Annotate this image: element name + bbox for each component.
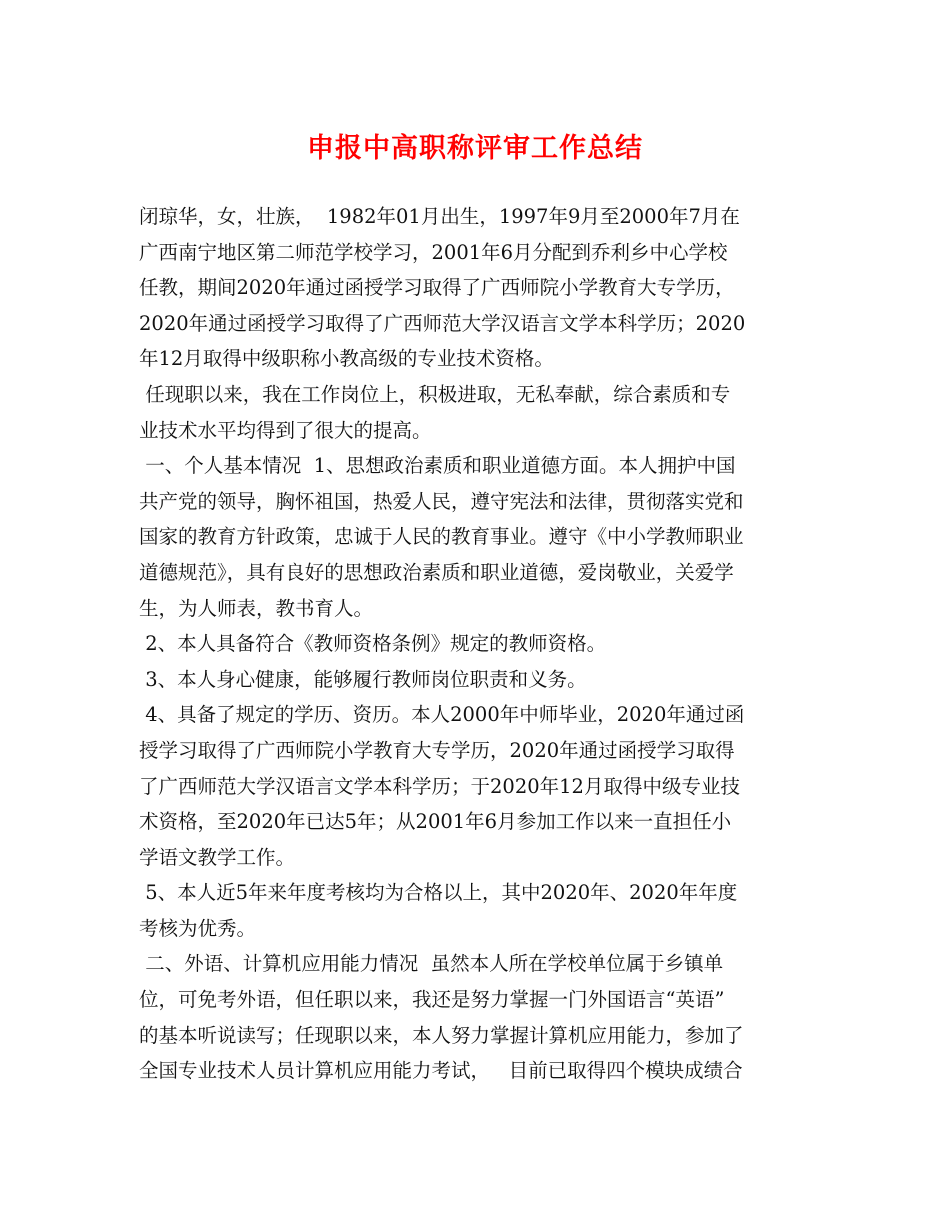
body-line: 2020年通过函授学习取得了广西师范大学汉语言文学本科学历；2020 — [139, 311, 746, 335]
body-line: 学语文教学工作。 — [139, 845, 296, 869]
body-line: 一、个人基本情况 1、思想政治素质和职业道德方面。本人拥护中国 — [139, 454, 736, 478]
body-line: 全国专业技术人员计算机应用能力考试， 目前已取得四个模块成绩合 — [139, 1059, 743, 1083]
body-line: 考核为优秀。 — [139, 916, 257, 940]
body-line: 共产党的领导，胸怀祖国，热爱人民，遵守宪法和法律，贯彻落实党和 — [139, 489, 744, 513]
body-line: 年12月取得中级职称小教高级的专业技术资格。 — [139, 347, 554, 371]
body-line: 3、本人身心健康，能够履行教师岗位职责和义务。 — [139, 667, 587, 691]
body-line: 5、本人近5年来年度考核均为合格以上，其中2020年、2020年年度 — [139, 881, 738, 905]
body-line: 2、本人具备符合《教师资格条例》规定的教师资格。 — [139, 632, 607, 656]
body-line: 广西南宁地区第二师范学校学习，2001年6月分配到乔利乡中心学校 — [139, 240, 728, 264]
body-line: 道德规范》，具有良好的思想政治素质和职业道德，爱岗敬业，关爱学 — [139, 560, 734, 584]
body-line: 位，可免考外语，但任职以来，我还是努力掌握一门外国语言“英语” — [139, 988, 725, 1012]
body-line: 二、外语、计算机应用能力情况 虽然本人所在学校单位属于乡镇单 — [139, 952, 724, 976]
body-line: 任现职以来，我在工作岗位上，积极进取，无私奉献，综合素质和专 — [139, 382, 731, 406]
body-line: 国家的教育方针政策，忠诚于人民的教育事业。遵守《中小学教师职业 — [139, 525, 744, 549]
body-line: 闭琼华，女，壮族， 1982年01月出生，1997年9月至2000年7月在 — [139, 205, 740, 228]
body-line: 授学习取得了广西师院小学教育大专学历，2020年通过函授学习取得 — [139, 738, 735, 762]
body-line: 4、具备了规定的学历、资历。本人2000年中师毕业，2020年通过函 — [139, 703, 745, 727]
body-line: 的基本听说读写；任现职以来，本人努力掌握计算机应用能力，参加了 — [139, 1023, 744, 1047]
body-line: 业技术水平均得到了很大的提高。 — [139, 418, 432, 442]
document-title: 申报中高职称评审工作总结 — [307, 133, 643, 164]
body-line: 了广西师范大学汉语言文学本科学历；于2020年12月取得中级专业技 — [139, 774, 740, 798]
body-line: 术资格，至2020年已达5年；从2001年6月参加工作以来一直担任小 — [139, 810, 732, 834]
body-line: 任教，期间2020年通过函授学习取得了广西师院小学教育大专学历， — [139, 276, 735, 300]
document-body — [139, 199, 819, 1089]
body-line: 生，为人师表，教书育人。 — [139, 596, 374, 620]
